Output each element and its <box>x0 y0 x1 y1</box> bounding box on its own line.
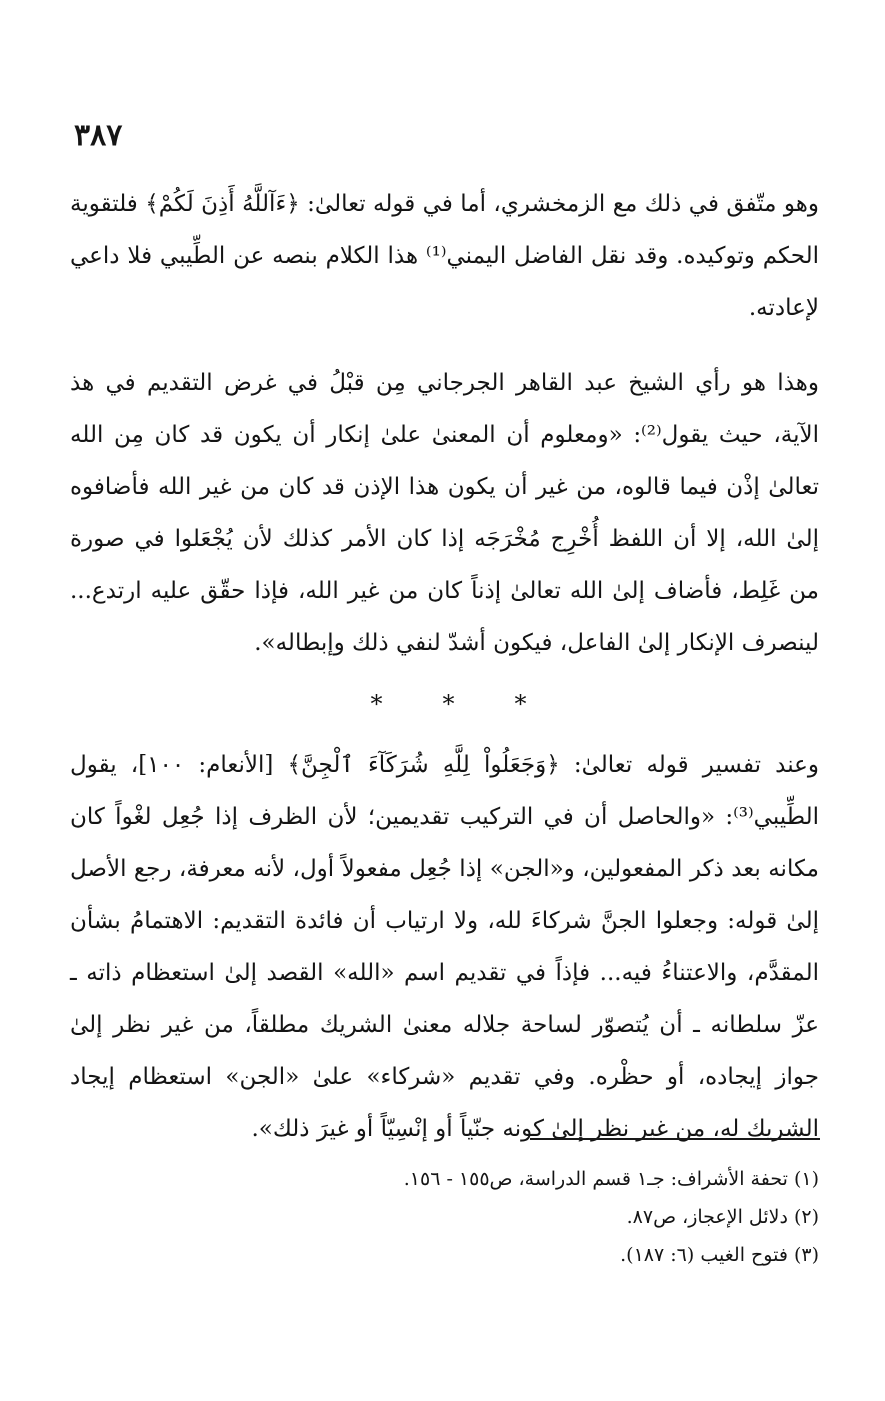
body-text <box>70 178 819 1142</box>
page-number: ٣٨٧ <box>74 118 123 153</box>
section-separator <box>70 669 819 739</box>
footnote-1: (١) تحفة الأشراف: جـ١ قسم الدراسة، ص١٥٥ - ١٥٦. <box>403 1168 819 1190</box>
footnote-2: (٢) دلائل الإعجاز، ص٨٧. <box>626 1206 819 1228</box>
footnotes <box>70 1160 819 1274</box>
paragraph-3: وعند تفسير قوله تعالىٰ: ﴿وَجَعَلُواْ لِلَّهِ شُرَكَآءَ ٱلْجِنَّ﴾ [الأنعام: ١٠٠]، يقول الطِّيبي⁽³⁾: «والحاصل أن في التركيب تقديمين؛ لأن الظرف إذا جُعِل لغْواً كان مكانه بعد ذكر المفعولين، و«الجن» إذا جُعِل مفعولاً أول، لأنه معرفة، رجع الأصل إلىٰ قوله: وجعلوا الجنَّ شركاءَ لله، ولا ارتياب أن فائدة التقديم: الاهتمامُ بشأن المقدَّم، والاعتناءُ فيه... فإذاً في تقديم اسم «الله» القصد إلىٰ استعظام ذاته ـ عزّ سلطانه ـ أن يُتصوّر لساحة جلاله معنىٰ الشريك مطلقاً، من غير نظر إلىٰ جواز إيجاده، أو حظْره. وفي تقديم «شركاء» علىٰ «الجن» استعظام إيجاد الشريك له، من غير نظر إلىٰ كونه جنّياً أو إنْسِيّاً أو غيرَ ذلك». <box>70 752 819 1142</box>
asterisk-1: * <box>370 690 383 718</box>
paragraph-1: وهو متّفق في ذلك مع الزمخشري، أما في قوله تعالىٰ: ﴿ءَآللَّهُ أَذِنَ لَكُمْ﴾ فلتقوية الحكم وتوكيده. وقد نقل الفاضل اليمني⁽¹⁾ هذا الكلام بنصه عن الطِّيبي فلا داعي لإعادته. <box>70 191 819 321</box>
footnote-3: (٣) فتوح الغيب (٦: ١٨٧). <box>620 1244 819 1266</box>
asterisk-2: * <box>442 690 455 718</box>
asterisk-3: * <box>514 690 527 718</box>
footnote-rule <box>530 1138 820 1140</box>
paragraph-2: وهذا هو رأي الشيخ عبد القاهر الجرجاني مِن قبْلُ في غرض التقديم في هذ الآية، حيث يقول⁽²⁾: «ومعلوم أن المعنىٰ علىٰ إنكار أن يكون قد كان مِن الله تعالىٰ إذْن فيما قالوه، من غير أن يكون هذا الإذن قد كان من غير الله فأضافوه إلىٰ الله، إلا أن اللفظ أُخْرِج مُخْرَجَه إذا كان الأمر كذلك لأن يُجْعَلوا في صورة من غَلِط، فأضاف إلىٰ الله تعالىٰ إذناً كان من غير الله، فإذا حقّق عليه ارتدع... لينصرف الإنكار إلىٰ الفاعل، فيكون أشدّ لنفي ذلك وإبطاله». <box>70 370 819 656</box>
